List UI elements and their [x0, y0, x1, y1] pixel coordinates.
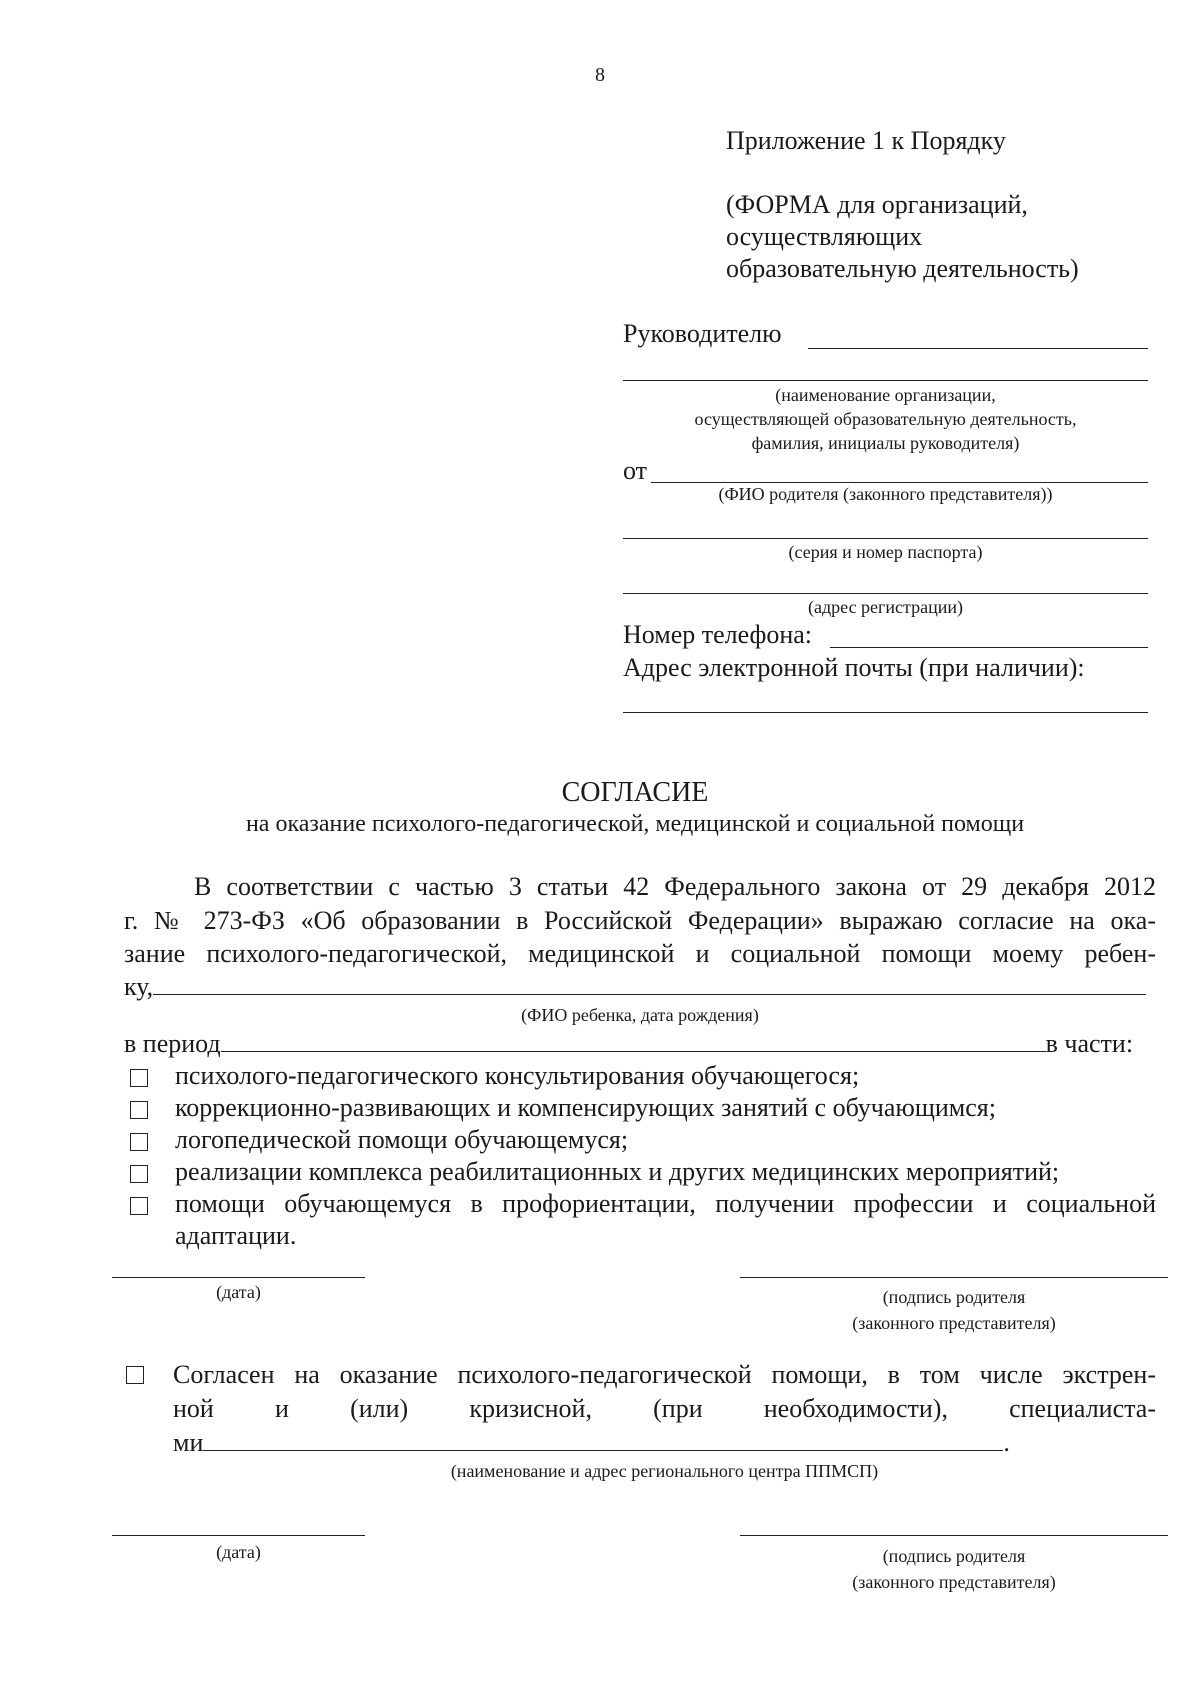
- period-line: в период в части:: [124, 1029, 1134, 1058]
- appendix-title: Приложение 1 к Порядку: [726, 126, 1006, 155]
- consent-line-1: Согласен на оказание психолого-педагогической помощи, в том числе экстрен-: [173, 1360, 1156, 1389]
- date-hint-2: (дата): [216, 1542, 261, 1562]
- page-number: 8: [595, 64, 605, 86]
- option-label-4: реализации комплекса реабилитационных и других медицинских мероприятий;: [175, 1157, 1060, 1186]
- director-name-field[interactable]: [808, 348, 1148, 349]
- body-line-2: г. № 273-ФЗ «Об образовании в Российской Федерации» выражаю согласие на ока-: [124, 906, 1156, 935]
- option-checkbox-4[interactable]: [130, 1165, 148, 1183]
- form-note-line-1: (ФОРМА для организаций,: [726, 190, 1028, 219]
- phone-field[interactable]: [830, 647, 1148, 648]
- passport-hint: (серия и номер паспорта): [788, 542, 983, 562]
- document-title: СОГЛАСИЕ: [561, 777, 709, 808]
- document-subtitle: на оказание психолого-педагогической, медицинской и социальной помощи: [245, 811, 1025, 837]
- form-note-line-2: осуществляющих: [726, 222, 923, 251]
- phone-label: Номер телефона:: [623, 620, 813, 649]
- passport-field[interactable]: [623, 538, 1148, 539]
- center-hint: (наименование и адрес регионального центра ППМСП): [450, 1461, 879, 1481]
- body-line-1: В соответствии с частью 3 статьи 42 Федерального закона от 29 декабря 2012: [194, 872, 1156, 901]
- form-note-line-3: образовательную деятельность): [726, 254, 1079, 283]
- signature-hint-2: (подпись родителя (законного представителя): [852, 1546, 1056, 1592]
- address-hint: (адрес регистрации): [807, 597, 964, 617]
- body-line-4: ку,: [124, 970, 1146, 1003]
- date-field-2[interactable]: [112, 1535, 365, 1536]
- consent-checkbox[interactable]: [126, 1366, 144, 1384]
- option-checkbox-5[interactable]: [130, 1197, 148, 1215]
- option-label-1: психолого-педагогического консультирования обучающегося;: [175, 1061, 860, 1090]
- address-field[interactable]: [623, 593, 1148, 594]
- signature-hint-1: (подпись родителя (законного представителя): [852, 1287, 1056, 1333]
- organization-hint: (наименование организации, осуществляющей образовательную деятельность, фамилия, инициалы руководителя): [694, 385, 1077, 453]
- option-checkbox-2[interactable]: [130, 1101, 148, 1119]
- consent-line-3: ми .: [173, 1428, 1010, 1457]
- date-hint-1: (дата): [216, 1282, 261, 1302]
- option-checkbox-1[interactable]: [130, 1069, 148, 1087]
- email-label: Адрес электронной почты (при наличии):: [623, 653, 1085, 682]
- period-field[interactable]: [221, 1027, 1046, 1052]
- option-checkbox-3[interactable]: [130, 1133, 148, 1151]
- consent-line-2: ной и (или) кризисной, (при необходимости), специалиста-: [173, 1394, 1156, 1423]
- email-field[interactable]: [623, 712, 1148, 713]
- center-name-field[interactable]: [203, 1426, 1003, 1451]
- date-field-1[interactable]: [112, 1277, 365, 1278]
- parent-name-field[interactable]: [651, 482, 1148, 483]
- child-name-field[interactable]: [153, 970, 1146, 995]
- parent-hint: (ФИО родителя (законного представителя)): [718, 484, 1053, 504]
- from-label: от: [623, 456, 648, 485]
- option-label-3: логопедической помощи обучающемуся;: [175, 1125, 629, 1154]
- option-label-5-cont: адаптации.: [175, 1221, 297, 1250]
- signature-field-1[interactable]: [740, 1277, 1168, 1278]
- option-label-5: помощи обучающемуся в профориентации, получении профессии и социальной: [175, 1189, 1156, 1218]
- child-hint: (ФИО ребенка, дата рождения): [521, 1005, 759, 1025]
- to-label: Руководителю: [623, 319, 782, 348]
- signature-field-2[interactable]: [740, 1535, 1168, 1536]
- option-label-2: коррекционно-развивающих и компенсирующих занятий с обучающимся;: [175, 1093, 996, 1122]
- body-line-3: зание психолого-педагогической, медицинской и социальной помощи моему ребен-: [124, 939, 1156, 968]
- organization-field[interactable]: [623, 380, 1148, 381]
